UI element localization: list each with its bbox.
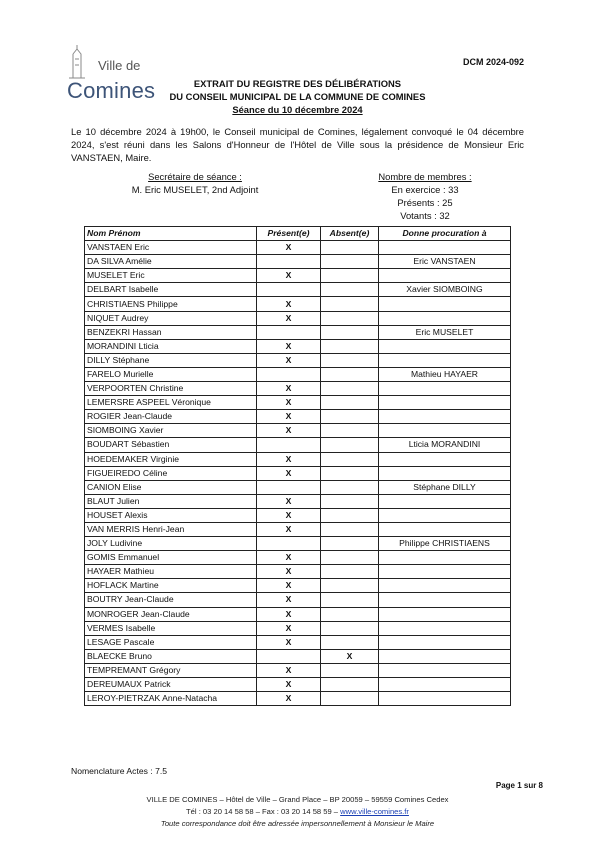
proxy-name <box>379 593 511 607</box>
proxy-name <box>379 410 511 424</box>
absent-mark <box>321 353 379 367</box>
absent-mark <box>321 494 379 508</box>
member-name: BOUTRY Jean-Claude <box>85 593 257 607</box>
page-number: Page 1 sur 8 <box>495 781 543 790</box>
absent-mark <box>321 297 379 311</box>
present-mark: X <box>257 269 321 283</box>
member-name: FARELO Murielle <box>85 367 257 381</box>
absent-mark <box>321 311 379 325</box>
member-name: NIQUET Audrey <box>85 311 257 325</box>
table-row <box>85 522 511 536</box>
present-mark: X <box>257 565 321 579</box>
absent-mark <box>321 339 379 353</box>
proxy-name <box>379 678 511 692</box>
present-mark: X <box>257 663 321 677</box>
logo-comines-text: Comines <box>67 78 156 103</box>
present-mark <box>257 537 321 551</box>
present-mark <box>257 480 321 494</box>
member-name: VAN MERRIS Henri-Jean <box>85 522 257 536</box>
header-present: Présent(e) <box>257 227 321 241</box>
absent-mark: X <box>321 649 379 663</box>
proxy-name <box>379 508 511 522</box>
table-row <box>85 382 511 396</box>
member-name: TEMPREMANT Grégory <box>85 663 257 677</box>
attendance-table <box>84 226 511 706</box>
member-name: MONROGER Jean-Claude <box>85 607 257 621</box>
proxy-name <box>379 579 511 593</box>
proxy-name <box>379 466 511 480</box>
present-mark: X <box>257 551 321 565</box>
table-row <box>85 663 511 677</box>
table-row <box>85 635 511 649</box>
absent-mark <box>321 241 379 255</box>
table-row <box>85 297 511 311</box>
proxy-name <box>379 621 511 635</box>
member-name: CHRISTIAENS Philippe <box>85 297 257 311</box>
table-row <box>85 593 511 607</box>
member-name: BLAECKE Bruno <box>85 649 257 663</box>
table-row <box>85 466 511 480</box>
present-mark: X <box>257 382 321 396</box>
member-name: LESAGE Pascale <box>85 635 257 649</box>
table-row <box>85 424 511 438</box>
member-name: VANSTAEN Eric <box>85 241 257 255</box>
member-name: FIGUEIREDO Céline <box>85 466 257 480</box>
secretary-name: M. Eric MUSELET, 2nd Adjoint <box>131 184 259 195</box>
proxy-name <box>379 663 511 677</box>
absent-mark <box>321 522 379 536</box>
table-row <box>85 353 511 367</box>
header-proxy: Donne procuration à <box>379 227 511 241</box>
absent-mark <box>321 367 379 381</box>
member-name: SIOMBOING Xavier <box>85 424 257 438</box>
member-name: HOEDEMAKER Virginie <box>85 452 257 466</box>
proxy-name <box>379 311 511 325</box>
header-name: Nom Prénom <box>85 227 257 241</box>
absent-mark <box>321 480 379 494</box>
absent-mark <box>321 255 379 269</box>
proxy-name <box>379 551 511 565</box>
title-line-2: DU CONSEIL MUNICIPAL DE LA COMMUNE DE COMINES <box>169 91 426 102</box>
members-voters: Votants : 32 <box>400 210 450 221</box>
absent-mark <box>321 663 379 677</box>
member-name: HOFLACK Martine <box>85 579 257 593</box>
proxy-name: Mathieu HAYAER <box>379 367 511 381</box>
table-row <box>85 325 511 339</box>
attendance-rows <box>85 241 511 706</box>
absent-mark <box>321 424 379 438</box>
secretary-block <box>80 170 310 196</box>
present-mark: X <box>257 522 321 536</box>
table-row <box>85 551 511 565</box>
present-mark <box>257 649 321 663</box>
present-mark <box>257 255 321 269</box>
member-name: MUSELET Eric <box>85 269 257 283</box>
table-row <box>85 438 511 452</box>
members-present: Présents : 25 <box>397 197 453 208</box>
proxy-name <box>379 297 511 311</box>
present-mark: X <box>257 635 321 649</box>
session-date-title: Séance du 10 décembre 2024 <box>232 104 363 115</box>
table-row <box>85 452 511 466</box>
nomenclature-actes: Nomenclature Actes : 7.5 <box>71 766 168 776</box>
table-row <box>85 537 511 551</box>
absent-mark <box>321 283 379 297</box>
absent-mark <box>321 579 379 593</box>
proxy-name <box>379 353 511 367</box>
footer-contact <box>0 807 595 816</box>
present-mark: X <box>257 353 321 367</box>
table-row <box>85 283 511 297</box>
table-row <box>85 494 511 508</box>
belfry-icon <box>66 44 88 80</box>
table-row <box>85 508 511 522</box>
member-name: DILLY Stéphane <box>85 353 257 367</box>
member-name: HOUSET Alexis <box>85 508 257 522</box>
absent-mark <box>321 565 379 579</box>
logo-ville-text: Ville de <box>98 58 141 73</box>
present-mark: X <box>257 241 321 255</box>
present-mark: X <box>257 452 321 466</box>
document-reference: DCM 2024-092 <box>462 57 524 67</box>
absent-mark <box>321 410 379 424</box>
present-mark: X <box>257 508 321 522</box>
members-label: Nombre de membres : <box>378 171 472 182</box>
present-mark: X <box>257 396 321 410</box>
proxy-name <box>379 452 511 466</box>
present-mark: X <box>257 311 321 325</box>
absent-mark <box>321 325 379 339</box>
member-name: ROGIER Jean-Claude <box>85 410 257 424</box>
table-row <box>85 607 511 621</box>
present-mark: X <box>257 621 321 635</box>
absent-mark <box>321 621 379 635</box>
absent-mark <box>321 635 379 649</box>
proxy-name <box>379 269 511 283</box>
table-row <box>85 241 511 255</box>
header-absent: Absent(e) <box>321 227 379 241</box>
member-name: VERPOORTEN Christine <box>85 382 257 396</box>
table-row <box>85 311 511 325</box>
proxy-name <box>379 382 511 396</box>
members-block <box>330 170 520 222</box>
member-name: DEREUMAUX Patrick <box>85 678 257 692</box>
website-link[interactable]: www.ville-comines.fr <box>340 807 409 816</box>
absent-mark <box>321 607 379 621</box>
proxy-name <box>379 396 511 410</box>
proxy-name <box>379 522 511 536</box>
absent-mark <box>321 692 379 706</box>
present-mark <box>257 283 321 297</box>
table-row <box>85 565 511 579</box>
proxy-name <box>379 649 511 663</box>
proxy-name <box>379 607 511 621</box>
table-row <box>85 678 511 692</box>
present-mark <box>257 325 321 339</box>
absent-mark <box>321 466 379 480</box>
proxy-name <box>379 339 511 353</box>
absent-mark <box>321 382 379 396</box>
member-name: CANION Elise <box>85 480 257 494</box>
present-mark: X <box>257 494 321 508</box>
member-name: BENZEKRI Hassan <box>85 325 257 339</box>
absent-mark <box>321 537 379 551</box>
present-mark: X <box>257 339 321 353</box>
footer-address: VILLE DE COMINES – Hôtel de Ville – Grand Place – BP 20059 – 59559 Comines Cedex <box>146 795 449 804</box>
present-mark: X <box>257 410 321 424</box>
table-row <box>85 396 511 410</box>
member-name: BOUDART Sébastien <box>85 438 257 452</box>
present-mark: X <box>257 593 321 607</box>
table-row <box>85 480 511 494</box>
proxy-name <box>379 565 511 579</box>
proxy-name: Philippe CHRISTIAENS <box>379 537 511 551</box>
table-row <box>85 579 511 593</box>
member-name: MORANDINI Lticia <box>85 339 257 353</box>
table-row <box>85 649 511 663</box>
present-mark: X <box>257 692 321 706</box>
table-row <box>85 269 511 283</box>
table-row <box>85 339 511 353</box>
member-name: BLAUT Julien <box>85 494 257 508</box>
absent-mark <box>321 269 379 283</box>
present-mark: X <box>257 424 321 438</box>
present-mark: X <box>257 297 321 311</box>
footer-notice: Toute correspondance doit être adressée impersonnellement à Monsieur le Maire <box>160 819 435 828</box>
proxy-name <box>379 692 511 706</box>
absent-mark <box>321 396 379 410</box>
absent-mark <box>321 438 379 452</box>
absent-mark <box>321 678 379 692</box>
member-name: JOLY Ludivine <box>85 537 257 551</box>
proxy-name <box>379 424 511 438</box>
table-row <box>85 621 511 635</box>
member-name: DELBART Isabelle <box>85 283 257 297</box>
absent-mark <box>321 452 379 466</box>
intro-paragraph: Le 10 décembre 2024 à 19h00, le Conseil municipal de Comines, légalement convoqué le 04 décembre 2024, s'est réuni dans les Salons d'Honneur de l'Hôtel de Ville sous la présidence de Monsieur Eric VANSTAEN, Maire. <box>71 126 524 163</box>
table-header-row <box>85 227 511 241</box>
member-name: LEROY-PIETRZAK Anne-Natacha <box>85 692 257 706</box>
table-row <box>85 692 511 706</box>
proxy-name <box>379 494 511 508</box>
member-name: VERMES Isabelle <box>85 621 257 635</box>
title-line-1: EXTRAIT DU REGISTRE DES DÉLIBÉRATIONS <box>193 78 402 89</box>
absent-mark <box>321 593 379 607</box>
present-mark: X <box>257 678 321 692</box>
member-name: DA SILVA Amélie <box>85 255 257 269</box>
proxy-name: Eric VANSTAEN <box>379 255 511 269</box>
secretary-label: Secrétaire de séance : <box>148 171 242 182</box>
present-mark: X <box>257 607 321 621</box>
proxy-name <box>379 241 511 255</box>
present-mark: X <box>257 579 321 593</box>
present-mark: X <box>257 466 321 480</box>
member-name: HAYAER Mathieu <box>85 565 257 579</box>
proxy-name: Stéphane DILLY <box>379 480 511 494</box>
proxy-name: Xavier SIOMBOING <box>379 283 511 297</box>
present-mark <box>257 438 321 452</box>
member-name: LEMERSRE ASPEEL Véronique <box>85 396 257 410</box>
present-mark <box>257 367 321 381</box>
member-name: GOMIS Emmanuel <box>85 551 257 565</box>
table-row <box>85 367 511 381</box>
absent-mark <box>321 551 379 565</box>
absent-mark <box>321 508 379 522</box>
proxy-name: Lticia MORANDINI <box>379 438 511 452</box>
members-in-office: En exercice : 33 <box>391 184 459 195</box>
footer-phone-fax: Tél : 03 20 14 58 58 – Fax : 03 20 14 58 59 – <box>186 807 341 816</box>
table-row <box>85 255 511 269</box>
proxy-name: Eric MUSELET <box>379 325 511 339</box>
proxy-name <box>379 635 511 649</box>
table-row <box>85 410 511 424</box>
